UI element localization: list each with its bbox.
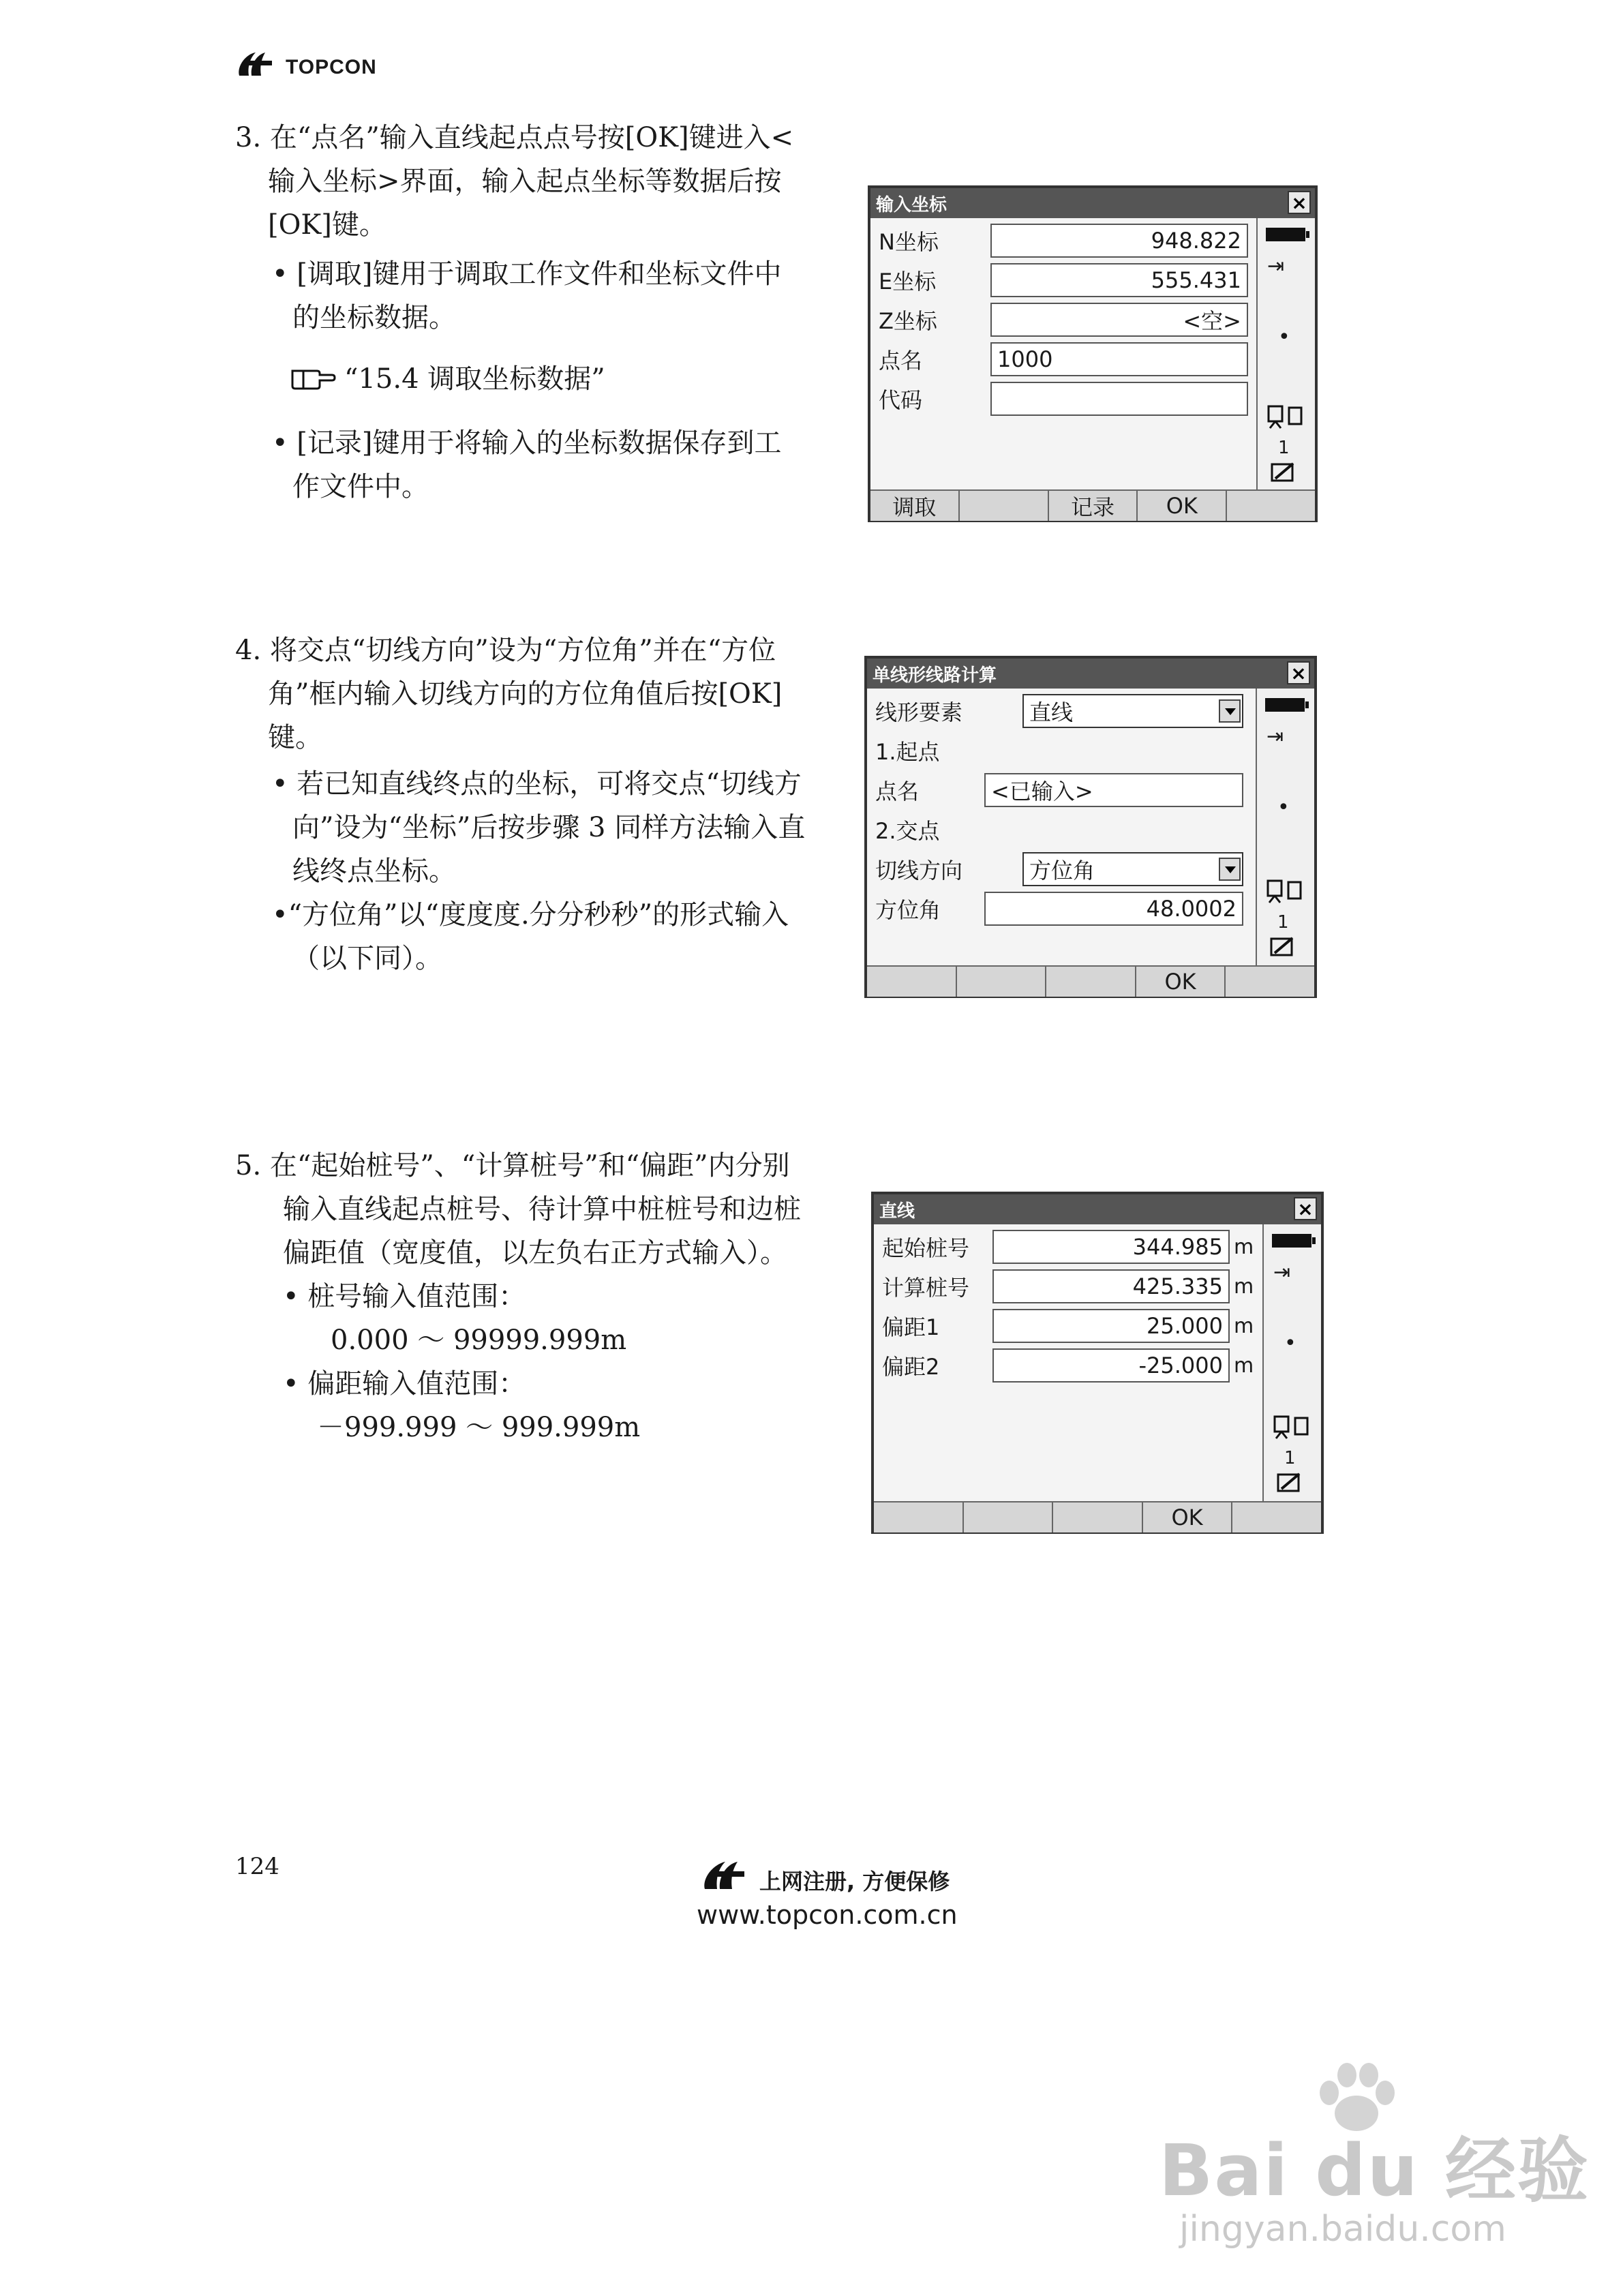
page-count-icon: 1	[1284, 1448, 1296, 1468]
point-name-input[interactable]: 1000	[990, 342, 1248, 376]
topcon-footer-logo-icon	[701, 1856, 757, 1897]
azimuth-input[interactable]: 48.0002	[984, 892, 1243, 926]
element-type-select[interactable]	[1022, 694, 1243, 728]
screen-title-bar	[870, 188, 1315, 218]
offset-range-value: －999.999 ～ 999.999m	[317, 1412, 641, 1443]
page-count-icon: 1	[1277, 912, 1289, 933]
element-type-value: 直线	[1029, 699, 1074, 725]
close-button[interactable]: ×	[1287, 661, 1310, 684]
instrument-icon	[1266, 402, 1307, 429]
instrument-icon	[1265, 877, 1306, 904]
ok-softkey[interactable]: OK	[1136, 967, 1226, 997]
page-number: 124	[235, 1853, 279, 1880]
status-dot-icon: •	[1277, 796, 1290, 819]
blank-softkey[interactable]	[867, 967, 957, 997]
tangent-direction-value: 方位角	[1029, 858, 1095, 883]
status-sidebar	[1264, 1224, 1321, 1501]
field-label: E坐标	[879, 269, 937, 294]
offset-1-input[interactable]: 25.000	[992, 1309, 1230, 1343]
form-area	[874, 1224, 1264, 1501]
step-5-section	[235, 1144, 808, 1449]
unit-label: m	[1234, 1274, 1254, 1299]
battery-icon	[1272, 1234, 1311, 1248]
intersection-heading: 2.交点	[875, 818, 940, 844]
offset-range	[235, 1362, 808, 1449]
blank-softkey[interactable]	[1226, 967, 1314, 997]
step-3-section	[235, 116, 808, 509]
status-dot-icon: •	[1284, 1331, 1296, 1355]
ok-softkey[interactable]: OK	[1143, 1502, 1233, 1532]
code-input[interactable]	[990, 382, 1248, 416]
screen-title: 单线形线路计算	[873, 665, 997, 686]
topcon-logo	[235, 48, 377, 79]
element-label: 线形要素	[875, 699, 963, 725]
screen-title-bar	[874, 1194, 1321, 1224]
field-label: 起始桩号	[882, 1235, 970, 1261]
softkey-bar	[874, 1501, 1321, 1532]
recall-softkey[interactable]: 调取	[870, 491, 960, 521]
chevron-down-icon[interactable]	[1219, 858, 1241, 881]
softkey-bar	[867, 965, 1314, 997]
tangent-direction-label: 切线方向	[875, 858, 963, 883]
footer-url[interactable]: www.topcon.com.cn	[697, 1900, 958, 1930]
brand-name: TOPCON	[286, 56, 377, 78]
step-4-bullet-format: •“方位角”以“度度度.分分秒秒”的形式输入（以下同）。	[272, 899, 789, 974]
step-3-bullet-recall: • [调取]键用于调取工作文件和坐标文件中的坐标数据。	[272, 258, 782, 333]
station-range-label: • 桩号输入值范围：	[283, 1281, 526, 1312]
blank-softkey[interactable]	[964, 1502, 1054, 1532]
battery-icon	[1266, 228, 1305, 241]
edit-icon	[1276, 1471, 1303, 1494]
step-4-text: 4. 将交点“切线方向”设为“方位角”并在“方位角”框内输入切线方向的方位角值后按[OK]键。	[235, 635, 783, 753]
blank-softkey[interactable]	[1053, 1502, 1143, 1532]
offset-range-label: • 偏距输入值范围：	[283, 1368, 526, 1400]
close-button[interactable]: ×	[1294, 1197, 1317, 1220]
screen-title: 输入坐标	[876, 194, 947, 215]
field-label: 计算桩号	[882, 1275, 970, 1301]
station-range	[235, 1275, 808, 1362]
tracking-icon: ⇥	[1267, 254, 1285, 278]
tracking-icon: ⇥	[1266, 725, 1284, 749]
offset-2-input[interactable]: -25.000	[992, 1348, 1230, 1383]
step-5-text: 5. 在“起始桩号”、“计算桩号”和“偏距”内分别输入直线起点桩号、待计算中桩桩号和边桩偏距值（宽度值，以左负右正方式输入）。	[235, 1150, 801, 1269]
unit-label: m	[1234, 1235, 1254, 1259]
blank-softkey[interactable]	[874, 1502, 964, 1532]
topcon-mark-icon	[235, 48, 282, 78]
point-name-label: 点名	[875, 779, 920, 804]
cross-reference-text: “15.4 调取坐标数据”	[344, 363, 605, 395]
field-label: 点名	[879, 348, 923, 374]
pointing-hand-icon	[290, 365, 337, 393]
step-4-section	[235, 629, 808, 980]
start-point-heading: 1.起点	[875, 739, 940, 765]
instrument-icon	[1272, 1413, 1313, 1440]
blank-softkey[interactable]	[1227, 491, 1315, 521]
input-coordinates-screen	[868, 185, 1318, 522]
start-station-input[interactable]: 344.985	[992, 1230, 1230, 1264]
blank-softkey[interactable]	[960, 491, 1049, 521]
form-area	[870, 218, 1258, 489]
step-4-bullet-endpoint: • 若已知直线终点的坐标，可将交点“切线方向”设为“坐标”后按步骤 3 同样方法输入直线终点坐标。	[272, 768, 806, 887]
page-count-icon: 1	[1278, 438, 1290, 458]
softkey-bar	[870, 489, 1315, 521]
azimuth-label: 方位角	[875, 897, 941, 923]
unit-label: m	[1234, 1314, 1254, 1338]
blank-softkey[interactable]	[1046, 967, 1136, 997]
single-alignment-calc-screen	[864, 656, 1317, 998]
battery-icon	[1265, 698, 1305, 712]
watermark-url: jingyan.baidu.com	[1179, 2209, 1506, 2250]
station-range-value: 0.000 ～ 99999.999m	[331, 1325, 627, 1356]
field-label: Z坐标	[879, 308, 937, 334]
z-coordinate-input[interactable]: <空>	[990, 303, 1248, 337]
footer-slogan: 上网注册, 方便保修	[759, 1869, 950, 1894]
form-area	[867, 689, 1257, 965]
step-3-bullet-record: • [记录]键用于将输入的坐标数据保存到工作文件中。	[272, 427, 782, 502]
record-softkey[interactable]: 记录	[1049, 491, 1138, 521]
field-label: N坐标	[879, 229, 939, 255]
tracking-icon: ⇥	[1273, 1260, 1291, 1284]
chevron-down-icon[interactable]	[1219, 699, 1241, 723]
field-label: 偏距1	[882, 1314, 940, 1340]
field-label: 代码	[879, 387, 923, 413]
blank-softkey[interactable]	[957, 967, 1047, 997]
ok-softkey[interactable]: OK	[1138, 491, 1227, 521]
tangent-direction-select[interactable]	[1022, 852, 1243, 886]
edit-icon	[1270, 461, 1297, 484]
cross-reference	[235, 357, 808, 401]
unit-label: m	[1234, 1353, 1254, 1378]
n-coordinate-input[interactable]: 948.822	[990, 224, 1248, 258]
straight-line-screen	[871, 1192, 1324, 1534]
close-button[interactable]: ×	[1288, 191, 1311, 214]
blank-softkey[interactable]	[1232, 1502, 1321, 1532]
edit-icon	[1269, 935, 1296, 958]
step-3-text: 3. 在“点名”输入直线起点点号按[OK]键进入<输入坐标>界面，输入起点坐标等数据后按[OK]键。	[235, 122, 794, 241]
status-sidebar	[1257, 689, 1314, 965]
point-name-input[interactable]: <已输入>	[984, 773, 1243, 807]
field-label: 偏距2	[882, 1354, 940, 1380]
watermark-brand: Bai du 经验	[1159, 2129, 1590, 2212]
e-coordinate-input[interactable]: 555.431	[990, 263, 1248, 297]
calc-station-input[interactable]: 425.335	[992, 1269, 1230, 1303]
screen-title: 直线	[879, 1200, 915, 1222]
status-sidebar	[1258, 218, 1315, 489]
status-dot-icon: •	[1278, 325, 1290, 349]
screen-title-bar	[867, 659, 1314, 689]
